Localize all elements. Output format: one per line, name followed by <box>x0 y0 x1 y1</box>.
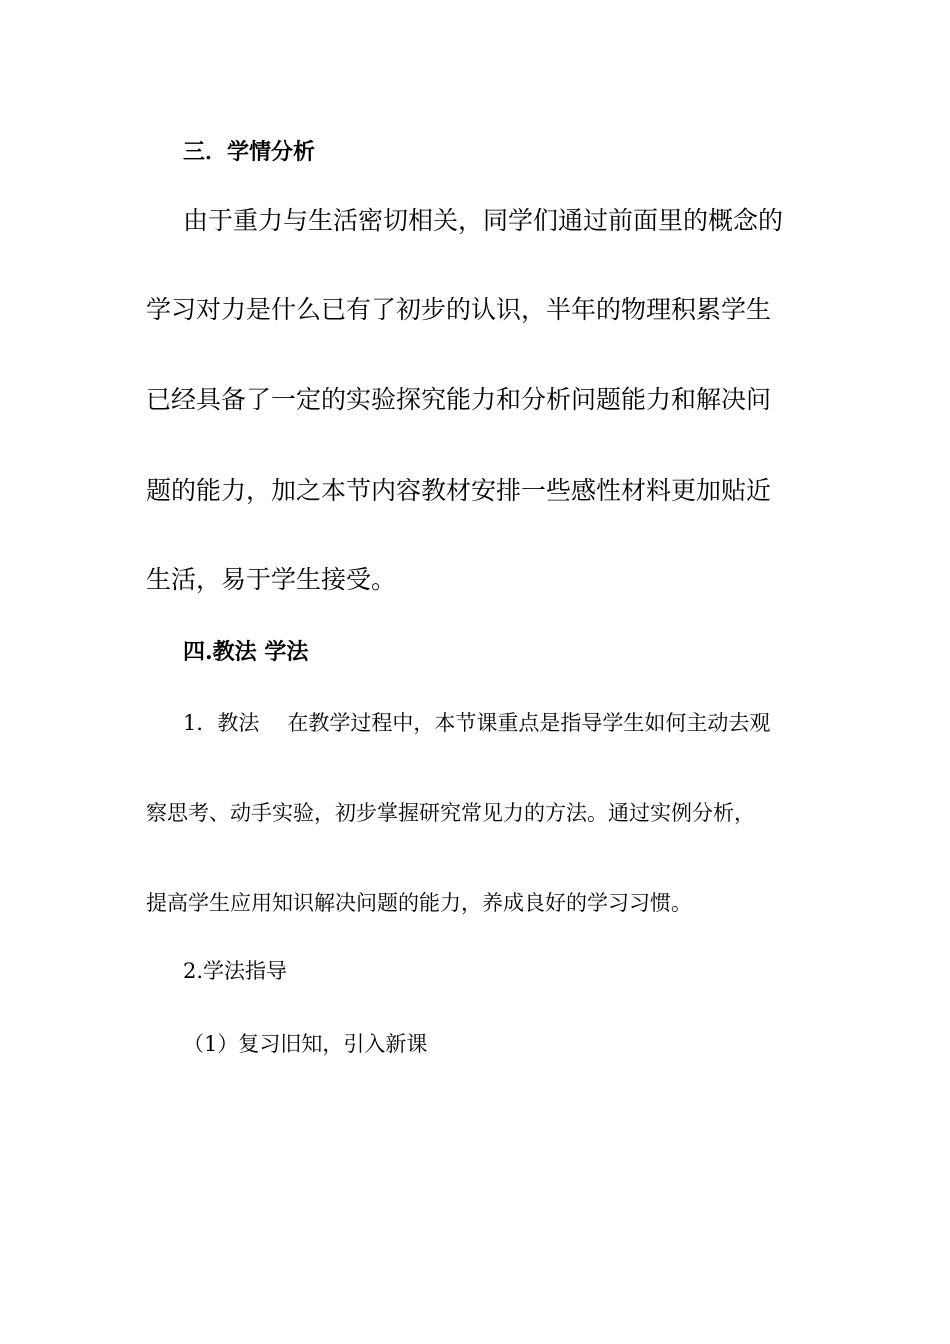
section-heading-teaching-methods: 四.教法 学法 <box>183 639 309 665</box>
item-teaching-method <box>183 713 770 734</box>
subitem-review: （1）复习旧知，引入新课 <box>183 1032 428 1056</box>
paragraph-line: 题的能力，加之本节内容教材安排一些感性材料更加贴近 <box>146 476 772 505</box>
paragraph-line: 生活，易于学生接受。 <box>146 565 397 594</box>
paragraph-line: 由于重力与生活密切相关，同学们通过前面里的概念的 <box>183 206 784 235</box>
paragraph-line: 已经具备了一定的实验探究能力和分析问题能力和解决问 <box>146 385 772 414</box>
paragraph-line: 提高学生应用知识解决问题的能力，养成良好的学习习惯。 <box>146 891 692 915</box>
item-label: 1．教法 <box>183 711 260 735</box>
paragraph-line: 察思考、动手实验，初步掌握研究常见力的方法。通过实例分析， <box>146 801 755 825</box>
item-learning-guidance: 2.学法指导 <box>183 959 288 983</box>
section-heading-student-analysis: 三．学情分析 <box>183 139 316 165</box>
paragraph-line: 学习对力是什么已有了初步的认识，半年的物理积累学生 <box>146 295 772 324</box>
item-text: 在教学过程中，本节课重点是指导学生如何主动去观 <box>287 711 771 735</box>
